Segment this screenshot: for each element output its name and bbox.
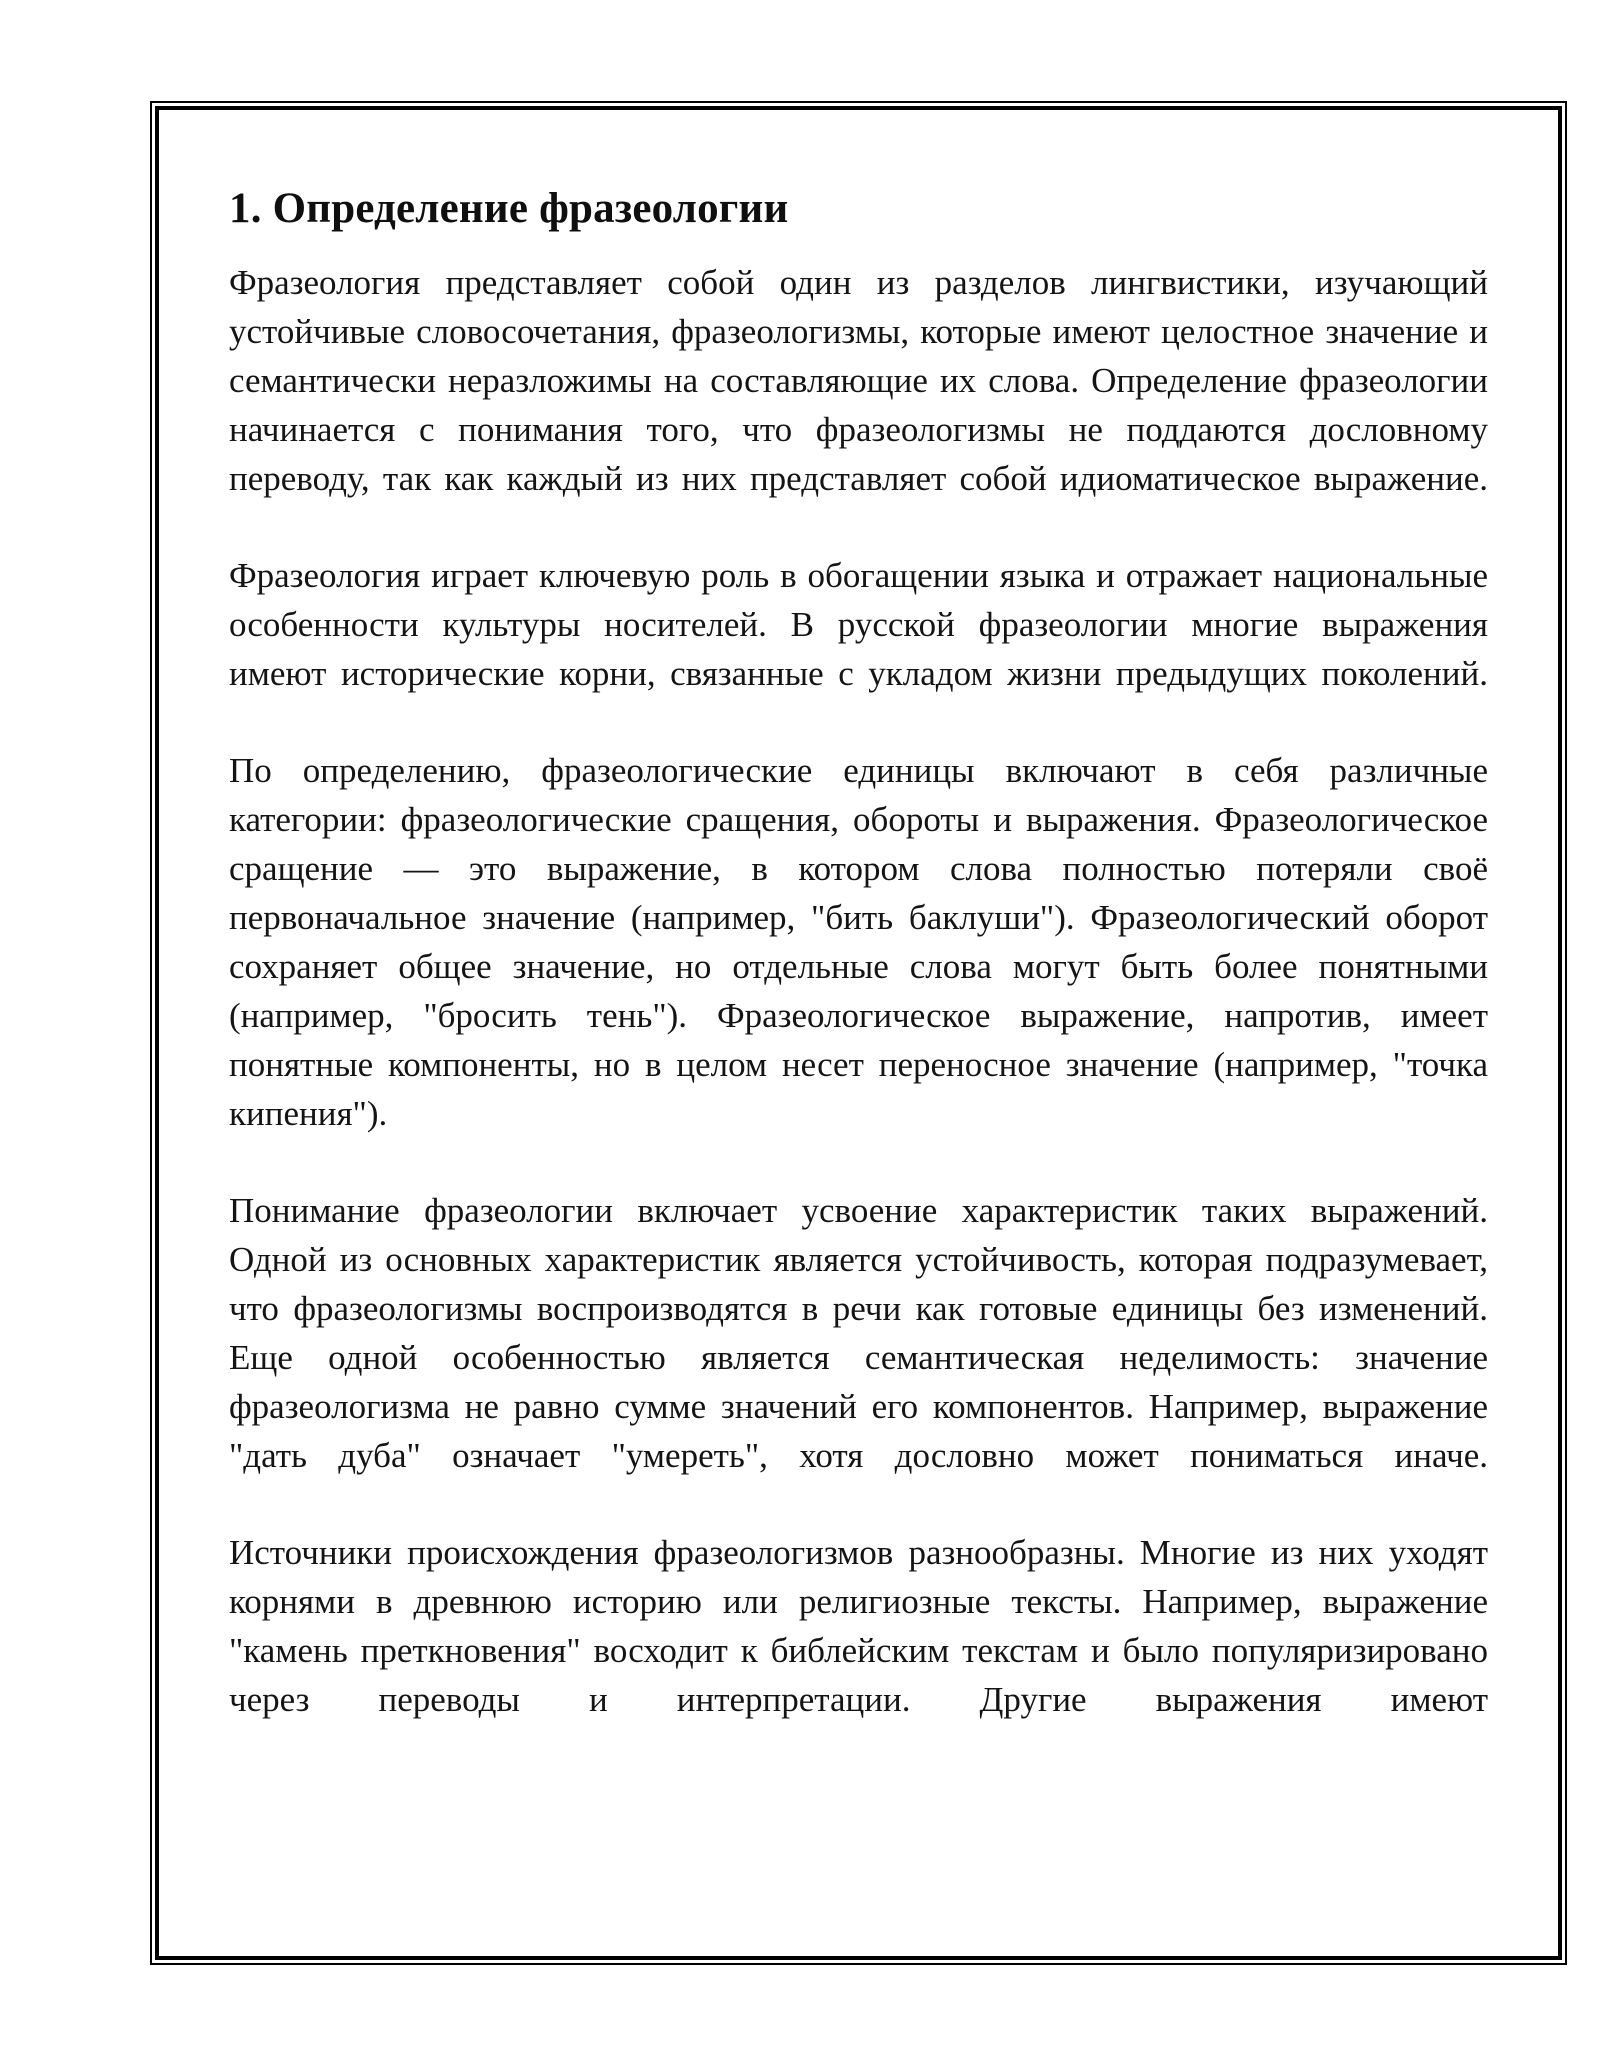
body-text xyxy=(229,258,1488,1724)
paragraph-categories: По определению, фразеологические единицы включают в себя различные категории: фразеологические сращения, обороты и выражения. Фразеологическое сращение — это выражение, в котором слова полностью потеряли своё первоначальное значение (например, "бить баклуши"). Фразеологический оборот сохраняет общее значение, но отдельные слова могут быть более понятными (например, "бросить тень"). Фразеологическое выражение, напротив, имеет понятные компоненты, но в целом несет переносное значение (например, "точка кипения"). xyxy=(229,751,1488,1133)
paragraph-definition: Фразеология представляет собой один из разделов лингвистики, изучающий устойчивые словосочетания, фразеологизмы, которые имеют целостное значение и семантически неразложимы на составляющие их слова. Определение фразеологии начинается с понимания того, что фразеологизмы не поддаются дословному переводу, так как каждый из них представляет собой идиоматическое выражение. xyxy=(229,263,1488,498)
section-heading: 1. Определение фразеологии xyxy=(229,185,789,232)
paragraph-characteristics: Понимание фразеологии включает усвоение характеристик таких выражений. Одной из основных характеристик является устойчивость, которая подразумевает, что фразеологизмы воспроизводятся в речи как готовые единицы без изменений. Еще одной особенностью является семантическая неделимость: значение фразеологизма не равно сумме значений его компонентов. Например, выражение "дать дуба" означает "умереть", хотя дословно может пониматься иначе. xyxy=(229,1191,1488,1475)
paragraph-sources: Источники происхождения фразеологизмов разнообразны. Многие из них уходят корнями в древнюю историю или религиозные тексты. Например, выражение "камень преткновения" восходит к библейским текстам и было популяризировано через переводы и интерпретации. Другие выражения имеют xyxy=(229,1533,1488,1719)
page-border-outer xyxy=(150,101,1567,1965)
paragraph-role-in-language: Фразеология играет ключевую роль в обогащении языка и отражает национальные особенности культуры носителей. В русской фразеологии многие выражения имеют исторические корни, связанные с укладом жизни предыдущих поколений. xyxy=(229,556,1488,693)
page-border-inner xyxy=(155,106,1562,1960)
